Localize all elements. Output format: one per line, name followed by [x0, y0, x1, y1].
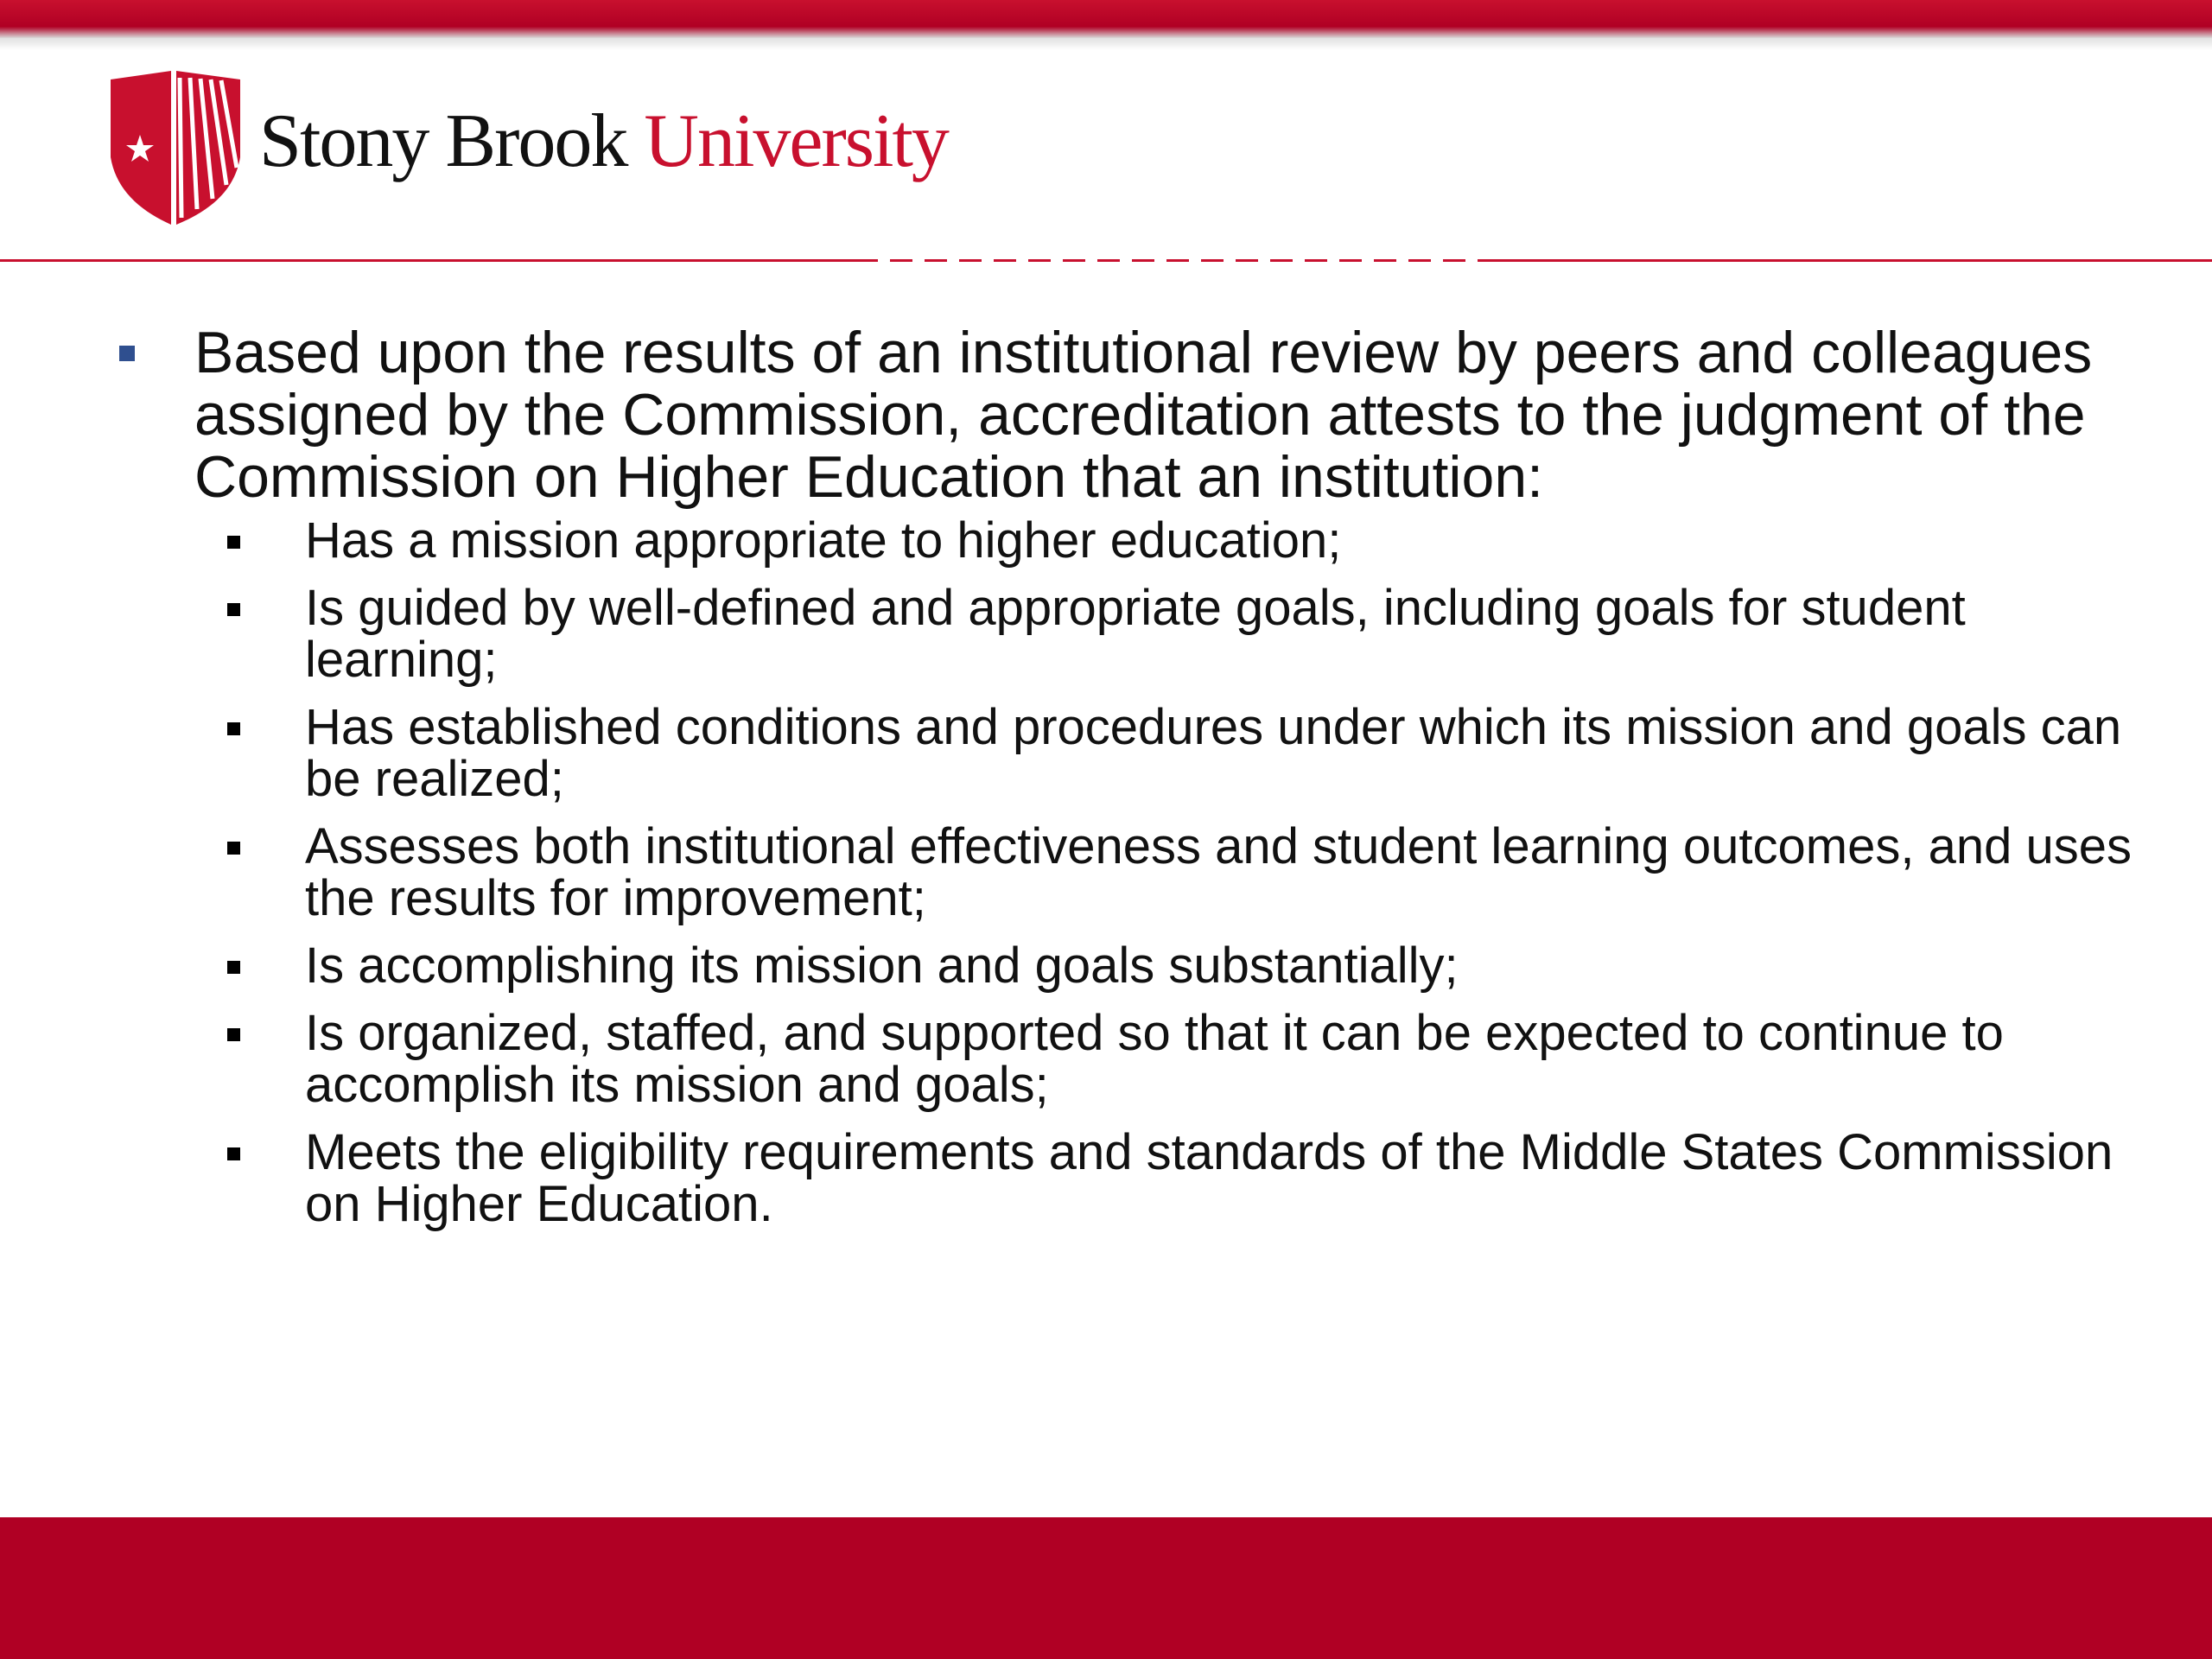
square-bullet-icon — [227, 536, 240, 549]
list-item-text: Assesses both institutional effectiveness and student learning outcomes, and uses the results for improvement; — [305, 818, 2132, 926]
list-item — [112, 699, 2152, 807]
top-banner — [0, 0, 2212, 38]
square-bullet-icon — [227, 722, 240, 735]
square-bullet-icon — [119, 346, 135, 361]
wordmark-stony-brook: Stony Brook — [259, 99, 627, 183]
list-item-text: Has established conditions and procedures under which its mission and goals can be realized; — [305, 699, 2122, 807]
main-bullet — [112, 321, 2152, 508]
shield-icon — [111, 71, 240, 225]
list-item — [112, 818, 2152, 926]
list-item — [112, 1007, 2152, 1111]
footer-band — [0, 1517, 2212, 1659]
list-item-text: Meets the eligibility requirements and standards of the Middle States Commission on Higher Education. — [305, 1124, 2113, 1232]
list-item-text: Is guided by well-defined and appropriate goals, including goals for student learning; — [305, 580, 1966, 688]
university-wordmark — [259, 99, 948, 183]
list-item — [112, 582, 2152, 686]
list-item — [112, 1124, 2152, 1232]
square-bullet-icon — [227, 1147, 240, 1160]
university-logo — [111, 71, 1009, 226]
top-banner-shadow — [0, 38, 2212, 50]
list-item — [112, 512, 2152, 569]
wordmark-university: University — [644, 99, 948, 183]
square-bullet-icon — [227, 1028, 240, 1041]
square-bullet-icon — [227, 842, 240, 855]
criteria-list — [112, 512, 2152, 1232]
main-bullet-text: Based upon the results of an institutional review by peers and colleagues assigned by the Commission, accreditation attests to the judgment of the Commission on Higher Education that an institution: — [194, 320, 2093, 510]
square-bullet-icon — [227, 961, 240, 974]
slide-body — [112, 321, 2152, 1246]
list-item-text: Is accomplishing its mission and goals substantially; — [305, 938, 1459, 994]
list-item — [112, 940, 2152, 992]
list-item-text: Is organized, staffed, and supported so that it can be expected to continue to accomplish its mission and goals; — [305, 1005, 2004, 1113]
list-item-text: Has a mission appropriate to higher education; — [305, 512, 1342, 569]
header-divider-dashes — [855, 259, 1478, 262]
square-bullet-icon — [227, 603, 240, 616]
